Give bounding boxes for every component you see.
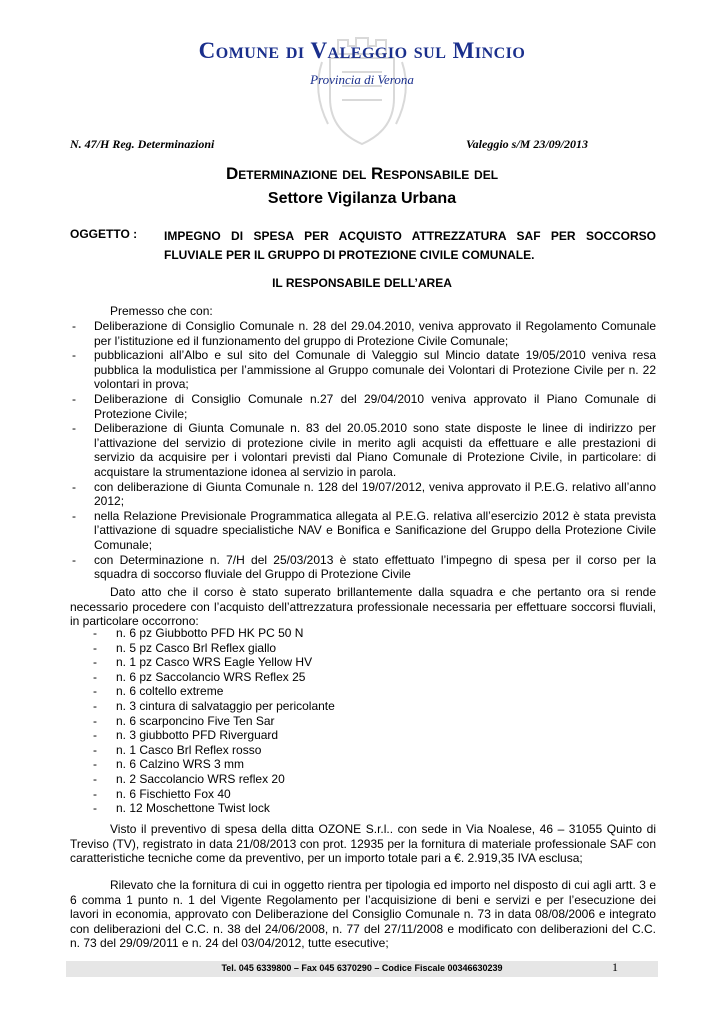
premesso-list — [70, 319, 656, 582]
list-item: - n. 6 pz Giubbotto PFD HK PC 50 N — [93, 626, 304, 640]
list-item: - n. 6 Calzino WRS 3 mm — [93, 757, 245, 772]
list-item: - n. 1 pz Casco WRS Eagle Yellow HV — [93, 655, 313, 670]
list-item: - n. 3 giubbotto PFD Riverguard — [93, 728, 279, 743]
list-item: - con deliberazione di Giunta Comunale n. 128 del 19/07/2012, veniva approvato il P.E.G. relativo all’anno 2012; — [72, 479, 656, 509]
list-item: - n. 12 Moschettone Twist lock — [93, 801, 270, 816]
premesso-intro: Premesso che con: — [110, 304, 213, 318]
equipment-list — [93, 626, 335, 816]
list-item: - n. 6 Fischietto Fox 40 — [93, 786, 231, 801]
subject-text: IMPEGNO DI SPESA PER ACQUISTO ATTREZZATURA SAF PER SOCCORSO FLUVIALE PER IL GRUPPO DI PROTEZIONE CIVILE COMUNALE. — [164, 229, 656, 262]
list-item: - n. 5 pz Casco Brl Reflex giallo — [93, 640, 277, 655]
list-item: - Deliberazione di Giunta Comunale n. 83 del 20.05.2010 sono state disposte le linee di indirizzo per l’attivazione del servizio di protezione civile in merito agli acquisti da effettuare e alle prestazioni di servizio da acquisire per i volontari previsti dal Piano Comunale di Protezione Civile, in particolare: di acquistare la strumentazione idonea al servizio in parola. — [72, 421, 656, 479]
dato-atto-paragraph: Dato atto che il corso è stato superato brillantemente dalla squadra e che pertanto ora si rende necessario procedere con l’acquisto dell’attrezzatura professionale necessaria per effettuare soccorsi fluviali, in particolare occorrono: — [70, 585, 656, 629]
list-item: - n. 6 coltello extreme — [93, 684, 224, 699]
list-item: - n. 1 Casco Brl Reflex rosso — [93, 742, 262, 757]
list-item: - pubblicazioni all’Albo e sul sito del Comunale di Valeggio sul Mincio datate 19/05/2010 veniva resa pubblica la modulistica per l’ammissione al Gruppo comunale dei Volontari di Protezione Civile per n. 22 volontari in prova; — [72, 348, 656, 392]
list-item: - nella Relazione Previsionale Programmatica allegata al P.E.G. relativa all’esercizio 2012 è stata prevista l’attivazione di squadre specialistiche NAV e Bonifica e Sanificazione del Gruppo della Protezione Civile Comunale; — [72, 508, 656, 552]
place-date: Valeggio s/M 23/09/2013 — [466, 137, 589, 151]
list-item: - Deliberazione di Consiglio Comunale n. 28 del 29.04.2010, veniva approvato il Regolamento Comunale per l’istituzione ed il funzionamento del gruppo di Protezione Civile Comunale; — [72, 319, 656, 348]
list-item: - con Determinazione n. 7/H del 25/03/2013 è stato effettuato l’impegno di spesa per il corso per la squadra di soccorso fluviale del Gruppo di Protezione Civile — [72, 552, 656, 582]
list-item: - n. 6 pz Saccolancio WRS Reflex 25 — [93, 669, 306, 684]
footer-contacts: Tel. 045 6339800 – Fax 045 6370290 – Codice Fiscale 00346630239 — [221, 963, 503, 973]
subject-label: OGGETTO : — [70, 227, 138, 241]
list-item: - Deliberazione di Consiglio Comunale n.27 del 29/04/2010 veniva approvato il Piano Comunale di Protezione Civile; — [72, 391, 656, 421]
page-number: 1 — [612, 960, 618, 974]
list-item: - n. 6 scarponcino Five Ten Sar — [93, 713, 275, 728]
rilevato-paragraph: Rilevato che la fornitura di cui in oggetto rientra per tipologia ed importo nel disposto di cui agli artt. 3 e 6 comma 1 punto n. 1 del Vigente Regolamento per l’acquisizione di beni e servizi e per l’esecuzione dei lavori in economia, approvato con Deliberazione del Consiglio Comunale n. 73 in data 08/08/2006 e integrato con deliberazioni del C.C. n. 38 del 24/06/2008, n. 77 del 27/11/2008 e modificato con deliberazioni del C.C. n. 73 del 29/09/2011 e n. 24 del 03/04/2012, tutte esecutive; — [70, 878, 656, 951]
determination-title: Determinazione del Responsabile del — [225, 164, 499, 183]
province-subtitle: Provincia di Verona — [310, 72, 414, 87]
responsible-heading: IL RESPONSABILE DELL’AREA — [272, 276, 452, 290]
visto-paragraph: Visto il preventivo di spesa della ditta OZONE S.r.l.. con sede in Via Noalese, 46 – 31055 Quinto di Treviso (TV), registrato in data 21/08/2013 con prot. 12935 per la fornitura di materiale professionale SAF con caratteristiche tecniche come da preventivo, per un importo totale pari a €. 2.919,35 IVA esclusa; — [70, 822, 656, 866]
list-item: - n. 2 Saccolancio WRS reflex 20 — [93, 771, 285, 786]
list-item: - n. 3 cintura di salvataggio per pericolante — [93, 698, 335, 713]
sector-title: Settore Vigilanza Urbana — [267, 190, 457, 207]
registry-number: N. 47/H Reg. Determinazioni — [70, 137, 215, 151]
municipality-title: Comune di Valeggio sul Mincio — [198, 38, 526, 63]
